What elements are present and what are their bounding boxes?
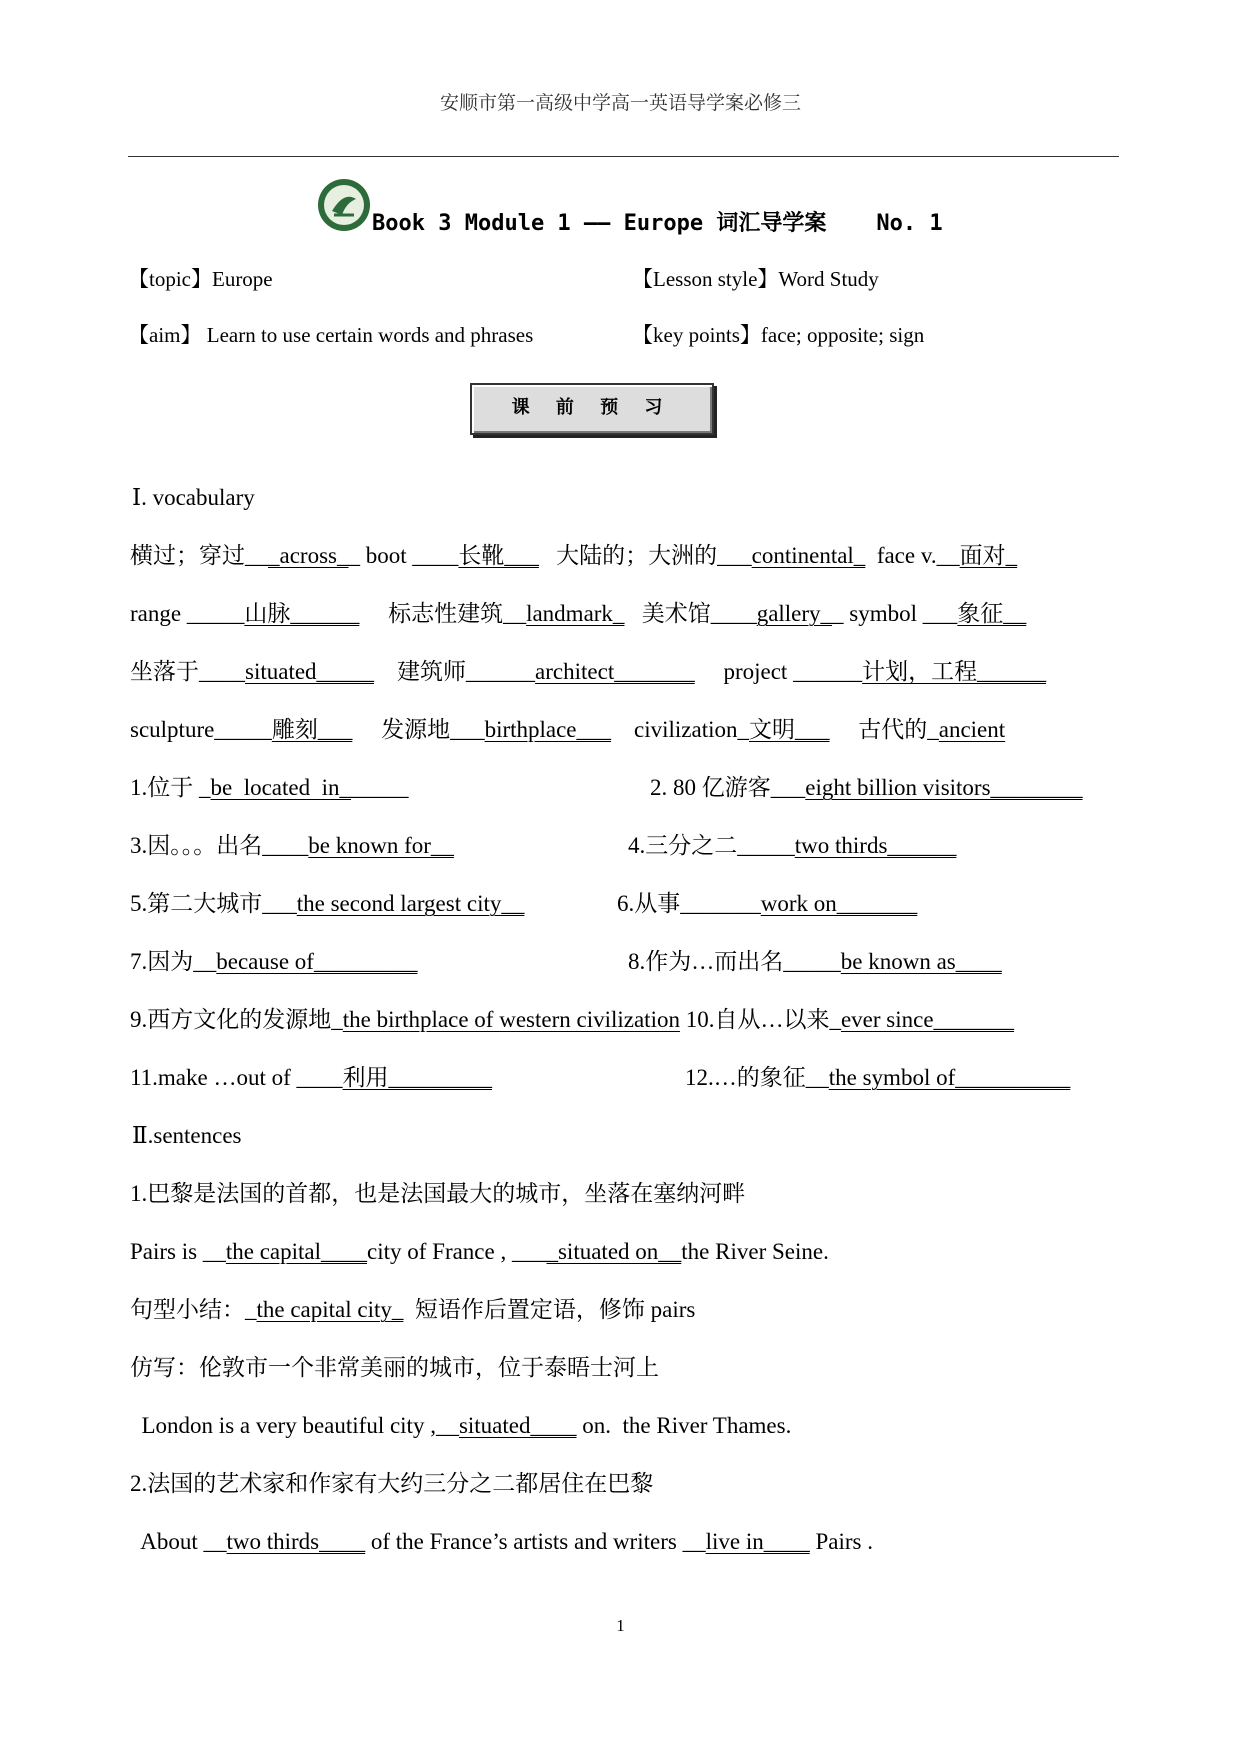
answer-text: architect_______ <box>535 659 695 684</box>
right-column <box>617 886 917 922</box>
title-number: No. 1 <box>876 211 943 236</box>
sentence-line <box>130 1524 1130 1560</box>
answer-text: two thirds____ <box>226 1529 366 1554</box>
answer-text: 面对_ <box>959 543 1018 568</box>
prompt-text: face v.__ <box>865 543 960 568</box>
prompt-text: 短语作后置定语，修饰 pairs <box>403 1297 696 1322</box>
phrase-line <box>130 886 1130 922</box>
prompt-text: 8.作为…而出名_____ <box>628 949 841 974</box>
prompt-text: 6.从事_______ <box>617 891 761 916</box>
meta-topic: 【topic】Europe <box>128 267 273 291</box>
prompt-text: 横过；穿过__ <box>130 543 268 568</box>
answer-text: because of_________ <box>216 949 418 974</box>
sentence-line <box>130 1408 1130 1444</box>
prompt-text: city of France , ___ <box>367 1239 547 1264</box>
prompt-text: 7.因为__ <box>130 949 217 974</box>
phrase-line <box>130 1060 1130 1096</box>
phrase-line <box>130 770 1130 806</box>
right-column <box>685 1060 1070 1096</box>
section-vocabulary-heading: Ⅰ. vocabulary <box>132 485 255 510</box>
prompt-text: 美术馆____ <box>624 601 757 626</box>
right-column <box>628 828 956 864</box>
prompt-text: 2. 80 亿游客___ <box>650 775 806 800</box>
answer-text: work on_______ <box>760 891 918 916</box>
prompt-text: 10.自从…以来_ <box>679 1007 841 1032</box>
sentence-line <box>130 1234 1130 1270</box>
answer-text: landmark_ <box>526 601 625 626</box>
sentence-line: 2.法国的艺术家和作家有大约三分之二都居住在巴黎 <box>130 1471 654 1496</box>
prompt-text: 4.三分之二_____ <box>628 833 795 858</box>
answer-text: two thirds______ <box>794 833 957 858</box>
answer-text: 长靴___ <box>458 543 539 568</box>
answer-text: eight billion visitors________ <box>805 775 1083 800</box>
vocab-line <box>130 538 1130 574</box>
prompt-text: _ boot ____ <box>348 543 459 568</box>
preview-section-button <box>470 383 714 435</box>
answer-text: the capital city_ <box>256 1297 404 1322</box>
prompt-text: 12.…的象征__ <box>685 1065 829 1090</box>
prompt-text: Pairs . <box>809 1529 873 1554</box>
sentence-line: 1.巴黎是法国的首都，也是法国最大的城市，坐落在塞纳河畔 <box>130 1181 746 1206</box>
answer-text: _situated on__ <box>546 1239 682 1264</box>
right-column <box>628 944 1002 980</box>
answer-text: be known as____ <box>840 949 1002 974</box>
document-title <box>372 206 943 237</box>
prompt-text: project ______ <box>694 659 863 684</box>
prompt-text: Pairs is __ <box>130 1239 226 1264</box>
header-rule <box>128 156 1119 157</box>
vocab-line <box>130 596 1130 632</box>
answer-text: continental_ <box>751 543 866 568</box>
prompt-text: About __ <box>130 1529 227 1554</box>
answer-text: _across_ <box>268 543 349 568</box>
prompt-text: 3.因。。。出名____ <box>130 833 309 858</box>
prompt-text: 句型小结：_ <box>130 1297 257 1322</box>
prompt-text: civilization_ <box>611 717 749 742</box>
prompt-text: London is a very beautiful city ,__ <box>130 1413 459 1438</box>
prompt-text: 发源地___ <box>352 717 485 742</box>
answer-text: 象征__ <box>957 601 1027 626</box>
vocab-line <box>130 654 1130 690</box>
answer-text: live in____ <box>705 1529 810 1554</box>
answer-text: birthplace___ <box>484 717 612 742</box>
prompt-text: 标志性建筑__ <box>359 601 527 626</box>
answer-text: the symbol of__________ <box>828 1065 1071 1090</box>
answer-text: the second largest city__ <box>296 891 525 916</box>
prompt-text: _____ <box>351 775 409 800</box>
prompt-text: 建筑师______ <box>374 659 536 684</box>
section-sentences-heading: Ⅱ.sentences <box>132 1123 242 1148</box>
answer-text: situated_____ <box>245 659 375 684</box>
prompt-text: sculpture_____ <box>130 717 272 742</box>
prompt-text: of the France’s artists and writers __ <box>365 1529 706 1554</box>
answer-text: the capital____ <box>225 1239 367 1264</box>
title-text: Book 3 Module 1 —— Europe 词汇导学案 <box>372 211 827 236</box>
phrase-line <box>130 944 1130 980</box>
vocab-line <box>130 712 1130 748</box>
answer-text: the birthplace of western civilization <box>342 1007 680 1032</box>
answer-text: ancient <box>938 717 1006 742</box>
meta-aim: 【aim】 Learn to use certain words and phrases <box>128 323 534 347</box>
prompt-text: range _____ <box>130 601 245 626</box>
meta-key-points: 【key points】face; opposite; sign <box>632 323 925 347</box>
sentence-line: 仿写：伦敦市一个非常美丽的城市，位于泰晤士河上 <box>130 1355 659 1380</box>
school-logo <box>316 177 372 233</box>
sentence-line <box>130 1292 1130 1328</box>
answer-text: ever since_______ <box>840 1007 1015 1032</box>
answer-text: situated____ <box>458 1413 577 1438</box>
prompt-text: 11.make …out of ____ <box>130 1065 343 1090</box>
prompt-text: 5.第二大城市___ <box>130 891 297 916</box>
answer-text: 山脉______ <box>244 601 360 626</box>
prompt-text: 古代的_ <box>829 717 939 742</box>
answer-text: gallery_ <box>756 601 833 626</box>
prompt-text: 坐落于____ <box>130 659 245 684</box>
answer-text: 雕刻___ <box>271 717 353 742</box>
prompt-text: 大陆的；大洲的___ <box>538 543 752 568</box>
prompt-text: on. the River Thames. <box>576 1413 792 1438</box>
answer-text: be located in_ <box>210 775 352 800</box>
phrase-line <box>130 1002 1130 1038</box>
preview-section-label: 课 前 预 习 <box>511 397 673 418</box>
answer-text: 计划，工程______ <box>862 659 1047 684</box>
answer-text: 利用_________ <box>342 1065 493 1090</box>
meta-lesson-style: 【Lesson style】Word Study <box>632 267 879 291</box>
prompt-text: 1.位于 _ <box>130 775 211 800</box>
answer-text: 文明___ <box>749 717 830 742</box>
prompt-text: _ symbol ___ <box>832 601 958 626</box>
right-column <box>650 770 1083 806</box>
answer-text: be known for__ <box>308 833 454 858</box>
prompt-text: the River Seine. <box>681 1239 829 1264</box>
phrase-line <box>130 828 1130 864</box>
page-header: 安顺市第一高级中学高一英语导学案必修三 <box>439 93 801 114</box>
prompt-text: 9.西方文化的发源地_ <box>130 1007 343 1032</box>
page-number: 1 <box>616 1616 625 1635</box>
